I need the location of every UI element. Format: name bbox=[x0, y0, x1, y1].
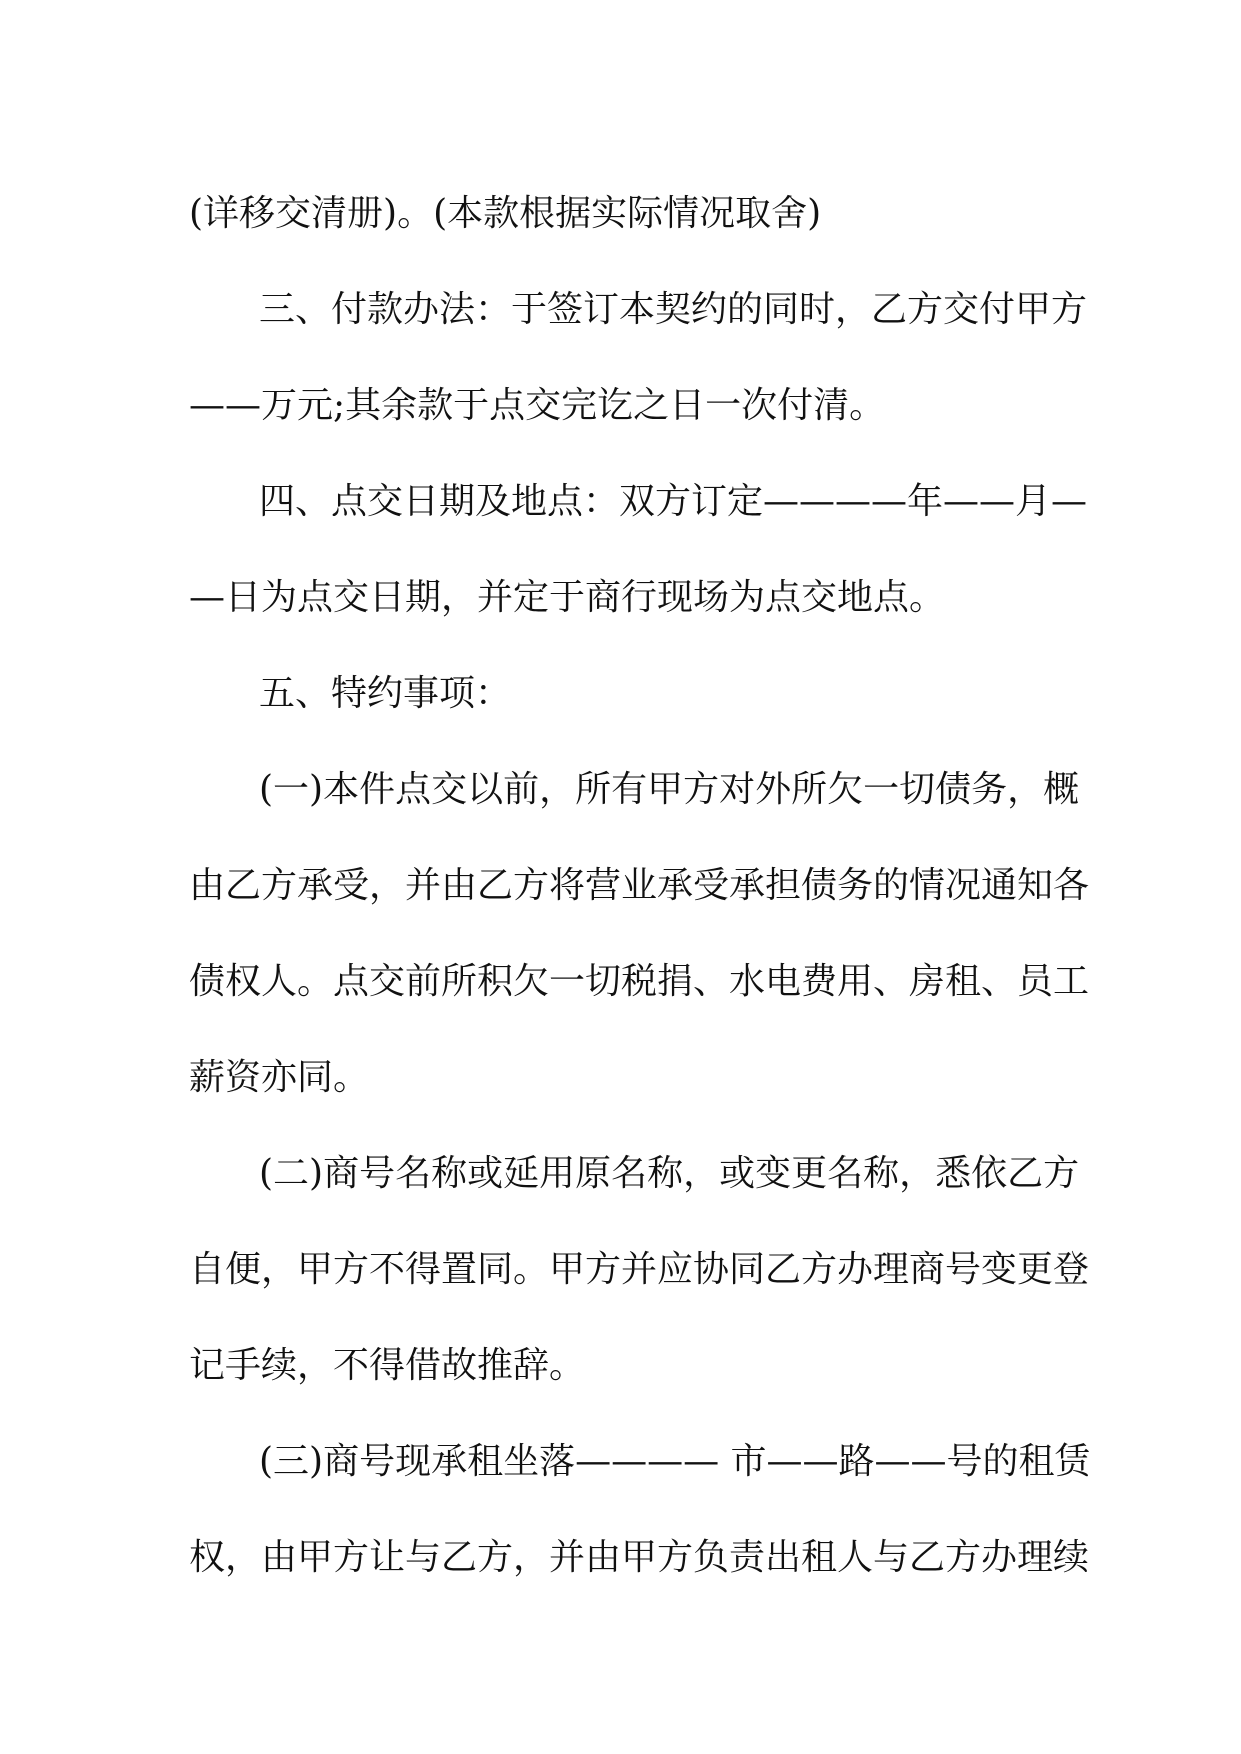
paragraph-line: 自便，甲方不得置同。甲方并应协同乙方办理商号变更登 bbox=[189, 1249, 1090, 1290]
paragraph-line: 记手续，不得借故推辞。 bbox=[189, 1345, 586, 1386]
document-body bbox=[189, 166, 1091, 1606]
subclause-3-line: (三)商号现承租坐落———— 市——路——号的租赁 bbox=[259, 1441, 1091, 1482]
clause-3-heading: 三、付款办法：于签订本契约的同时，乙方交付甲方 bbox=[259, 289, 1088, 330]
paragraph-line: 由乙方承受，并由乙方将营业承受承担债务的情况通知各 bbox=[189, 865, 1090, 906]
subclause-2-line: (二)商号名称或延用原名称，或变更名称，悉依乙方 bbox=[259, 1153, 1080, 1194]
clause-4-heading: 四、点交日期及地点：双方订定————年——月— bbox=[259, 481, 1088, 522]
paragraph-line: 债权人。点交前所积欠一切税捐、水电费用、房租、员工 bbox=[189, 961, 1090, 1002]
paragraph-line: (详移交清册)。(本款根据实际情况取舍) bbox=[189, 193, 822, 234]
paragraph-line: —日为点交日期，并定于商行现场为点交地点。 bbox=[189, 577, 946, 618]
clause-5-heading: 五、特约事项： bbox=[259, 673, 512, 714]
paragraph-line: 薪资亦同。 bbox=[189, 1057, 370, 1098]
subclause-1-line: (一)本件点交以前，所有甲方对外所欠一切债务，概 bbox=[259, 769, 1080, 810]
paragraph-line: 权，由甲方让与乙方，并由甲方负责出租人与乙方办理续 bbox=[189, 1537, 1090, 1578]
paragraph-line: ——万元;其余款于点交完讫之日一次付清。 bbox=[189, 385, 886, 426]
